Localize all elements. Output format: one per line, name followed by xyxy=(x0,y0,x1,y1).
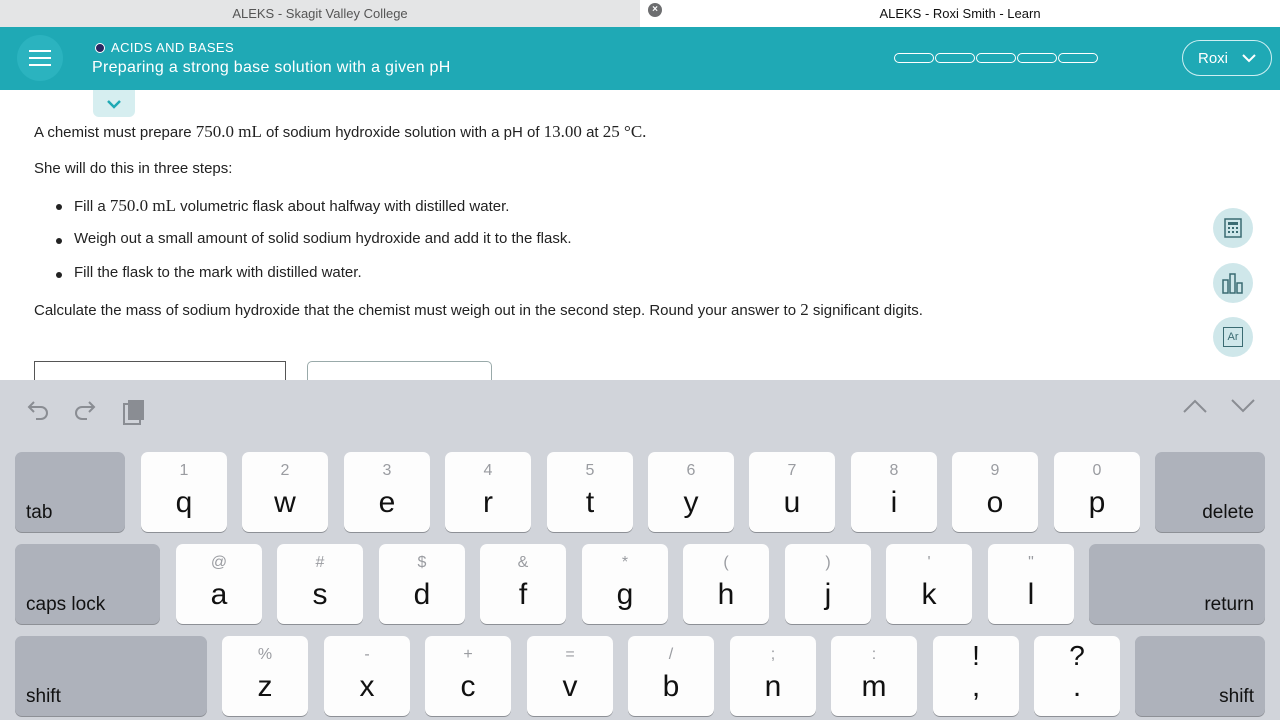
caps-lock-key[interactable] xyxy=(15,544,160,624)
question-text xyxy=(34,300,923,320)
key-label: tab xyxy=(26,502,53,523)
calculator-icon xyxy=(1224,218,1242,238)
key-h[interactable] xyxy=(683,544,769,624)
key-sub-label: / xyxy=(668,646,674,663)
key-sub-label: 9 xyxy=(990,462,1000,479)
chart-icon xyxy=(1221,272,1245,294)
steps-list xyxy=(56,196,572,298)
key-w[interactable] xyxy=(242,452,328,532)
key-b[interactable] xyxy=(628,636,714,716)
key-sub-label: ' xyxy=(927,554,931,571)
key-label: g xyxy=(616,578,634,611)
key-v[interactable] xyxy=(527,636,613,716)
key-label: t xyxy=(585,486,595,519)
key-x[interactable] xyxy=(324,636,410,716)
progress-segment xyxy=(935,53,975,63)
key-comma[interactable] xyxy=(933,636,1019,716)
key-sub-label: 4 xyxy=(483,462,493,479)
topic-name: ACIDS AND BASES xyxy=(111,40,235,55)
progress-segment xyxy=(894,53,934,63)
problem-intro xyxy=(34,122,646,142)
key-label: x xyxy=(359,670,375,703)
browser-tab-bar xyxy=(0,0,1280,27)
key-a[interactable] xyxy=(176,544,262,624)
onscreen-keyboard xyxy=(0,380,1280,720)
key-label: f xyxy=(518,578,528,611)
key-sub-label: ) xyxy=(825,554,831,571)
key-label: w xyxy=(274,486,296,519)
ph-value: 13.00 xyxy=(543,122,582,141)
key-i[interactable] xyxy=(851,452,937,532)
data-tool-button[interactable] xyxy=(1213,263,1253,303)
key-label: h xyxy=(717,578,735,611)
key-label: . xyxy=(1072,670,1082,703)
key-label: r xyxy=(483,486,493,519)
volume-value: 750.0 mL xyxy=(195,122,262,141)
key-label: l xyxy=(1027,578,1035,611)
key-sub-label: ( xyxy=(723,554,729,571)
key-sub-label: " xyxy=(1028,554,1034,571)
key-sub-label: # xyxy=(315,554,325,571)
key-label: d xyxy=(413,578,431,611)
sig-figs-value: 2 xyxy=(800,300,809,319)
return-key[interactable] xyxy=(1089,544,1265,624)
text: volumetric flask about halfway with distilled water. xyxy=(175,198,510,215)
undo-icon[interactable] xyxy=(26,398,50,420)
close-tab-icon[interactable]: × xyxy=(648,3,662,17)
menu-line xyxy=(29,50,51,52)
key-sub-label: + xyxy=(463,646,473,663)
text: A chemist must prepare xyxy=(34,124,196,141)
lesson-title: Preparing a strong base solution with a given pH xyxy=(92,59,451,76)
key-g[interactable] xyxy=(582,544,668,624)
key-c[interactable] xyxy=(425,636,511,716)
key-sub-label: 2 xyxy=(280,462,290,479)
text: Calculate the mass of sodium hydroxide that the chemist must weigh out in the second step. Round your answer to xyxy=(34,302,801,319)
shift-key-left[interactable] xyxy=(15,636,207,716)
key-t[interactable] xyxy=(547,452,633,532)
key-d[interactable] xyxy=(379,544,465,624)
progress-bar xyxy=(894,53,1099,63)
key-label: n xyxy=(764,670,782,703)
key-label: z xyxy=(257,670,273,703)
key-label: return xyxy=(1204,594,1254,615)
chevron-down-icon[interactable] xyxy=(1230,398,1256,414)
key-label: i xyxy=(890,486,898,519)
key-label: u xyxy=(783,486,801,519)
browser-tab-learn[interactable] xyxy=(640,0,1280,27)
text: significant digits. xyxy=(808,302,923,319)
key-label: delete xyxy=(1202,502,1254,523)
topic-status-icon xyxy=(95,43,105,53)
key-period[interactable] xyxy=(1034,636,1120,716)
key-j[interactable] xyxy=(785,544,871,624)
key-e[interactable] xyxy=(344,452,430,532)
periodic-table-button[interactable] xyxy=(1213,317,1253,357)
tab-key[interactable] xyxy=(15,452,125,532)
steps-intro: She will do this in three steps: xyxy=(34,160,233,177)
browser-tab-skagit[interactable] xyxy=(0,0,640,27)
key-label: o xyxy=(986,486,1004,519)
key-f[interactable] xyxy=(480,544,566,624)
hamburger-menu-button[interactable] xyxy=(17,35,63,81)
key-sub-label: 7 xyxy=(787,462,797,479)
temperature-value: 25 °C xyxy=(602,122,643,141)
key-sub-label: 3 xyxy=(382,462,392,479)
key-label: m xyxy=(861,670,887,703)
key-s[interactable] xyxy=(277,544,363,624)
progress-segment xyxy=(976,53,1016,63)
key-sub-label: & xyxy=(517,554,529,571)
clipboard-icon[interactable] xyxy=(121,398,147,426)
key-sub-label: 6 xyxy=(686,462,696,479)
user-name: Roxi xyxy=(1197,49,1228,67)
text: . xyxy=(642,122,647,141)
key-label: a xyxy=(210,578,228,611)
progress-segment xyxy=(1058,53,1098,63)
menu-line xyxy=(29,64,51,66)
key-sub-label: 0 xyxy=(1092,462,1102,479)
chevron-up-icon[interactable] xyxy=(1182,398,1208,414)
key-q[interactable] xyxy=(141,452,227,532)
key-l[interactable] xyxy=(988,544,1074,624)
key-k[interactable] xyxy=(886,544,972,624)
key-label: , xyxy=(971,670,981,703)
shift-key-right[interactable] xyxy=(1135,636,1265,716)
list-item xyxy=(56,196,572,230)
key-sub-label: 5 xyxy=(585,462,595,479)
key-label: s xyxy=(312,578,328,611)
text: of sodium hydroxide solution with a pH of xyxy=(261,124,544,141)
text: at xyxy=(581,124,603,141)
list-item: Fill the flask to the mark with distilled water. xyxy=(56,264,572,298)
key-label: k xyxy=(921,578,937,611)
key-label: v xyxy=(562,670,578,703)
key-label: shift xyxy=(1219,686,1254,707)
key-p[interactable] xyxy=(1054,452,1140,532)
key-sub-label: % xyxy=(257,646,273,663)
expand-topic-button[interactable] xyxy=(93,90,135,117)
key-sub-label: 8 xyxy=(889,462,899,479)
key-sub-label: ! xyxy=(972,640,980,671)
key-y[interactable] xyxy=(648,452,734,532)
key-o[interactable] xyxy=(952,452,1038,532)
key-label: q xyxy=(175,486,193,519)
key-n[interactable] xyxy=(730,636,816,716)
key-label: b xyxy=(662,670,680,703)
list-item: Weigh out a small amount of solid sodium hydroxide and add it to the flask. xyxy=(56,230,572,264)
tab-title: ALEKS - Roxi Smith - Learn xyxy=(879,6,1041,21)
key-label: caps lock xyxy=(26,594,106,615)
key-label: e xyxy=(378,486,396,519)
key-label: y xyxy=(683,486,699,519)
redo-icon[interactable] xyxy=(73,398,97,420)
calculator-button[interactable] xyxy=(1213,208,1253,248)
key-label: j xyxy=(824,578,832,611)
key-sub-label: ? xyxy=(1069,640,1085,671)
tab-title: ALEKS - Skagit Valley College xyxy=(232,6,408,21)
text: Fill a xyxy=(74,198,110,215)
key-sub-label: 1 xyxy=(179,462,189,479)
delete-key[interactable] xyxy=(1155,452,1265,532)
key-sub-label: $ xyxy=(417,554,427,571)
progress-segment xyxy=(1017,53,1057,63)
chevron-down-icon xyxy=(106,99,122,109)
key-sub-label: = xyxy=(565,646,575,663)
key-u[interactable] xyxy=(749,452,835,532)
key-sub-label: * xyxy=(621,554,629,571)
key-label: p xyxy=(1088,486,1106,519)
key-label: c xyxy=(460,670,476,703)
key-sub-label: : xyxy=(871,646,877,663)
aleks-header xyxy=(0,27,1280,90)
user-menu-button[interactable] xyxy=(1182,40,1272,76)
key-z[interactable] xyxy=(222,636,308,716)
key-sub-label: @ xyxy=(210,554,228,571)
key-m[interactable] xyxy=(831,636,917,716)
key-label: shift xyxy=(26,686,61,707)
chevron-down-icon xyxy=(1242,54,1256,63)
volume-value: 750.0 mL xyxy=(109,196,176,215)
menu-line xyxy=(29,57,51,59)
key-r[interactable] xyxy=(445,452,531,532)
key-sub-label: ; xyxy=(770,646,776,663)
key-sub-label: - xyxy=(364,646,370,663)
periodic-table-icon: Ar xyxy=(1223,327,1243,347)
topic-line xyxy=(95,40,234,55)
